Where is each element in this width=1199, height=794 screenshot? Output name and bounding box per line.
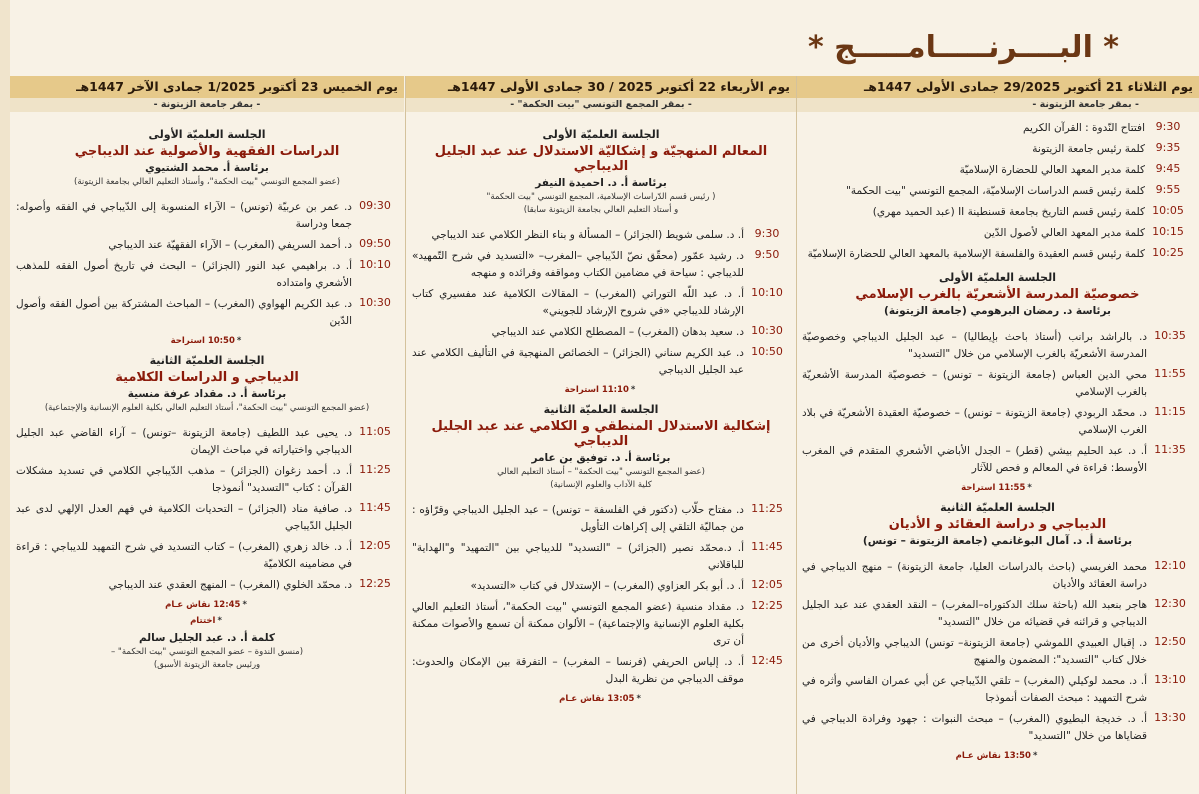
item-text: د. عمر بن عربيّة (تونس) – الآراء المنسوبة إلى الدّيباجي في الفقه وأصوله: جمعا ودراسة — [16, 201, 352, 230]
break-label: *10:50 استراحة — [170, 336, 242, 346]
time-label: 12:25 — [751, 599, 783, 612]
session-chair: برئاسة أ. د. آمال البوغانمي (جامعة الزيتونة – تونس) — [862, 535, 1133, 547]
time-label: 11:25 — [751, 502, 783, 515]
time-label: 12:25 — [359, 577, 391, 590]
time-label: 9:30 — [754, 227, 780, 240]
session-chair: برئاسة أ. د. احميدة النيفر — [535, 177, 667, 189]
closing-speaker: كلمة أ. د. عبد الجليل سالم — [138, 632, 276, 644]
item-text: كلمة مدير المعهد العالي للحضارة الإسلاميّة — [959, 164, 1145, 176]
closing-note: ورئيس جامعة الزيتونة الأسبق) — [153, 660, 261, 670]
time-label: 10:35 — [1154, 329, 1186, 342]
item-text: د. رشيد عمّور (محقّق نصّ الدّيباجي –المغرب– «التسديد في شرح التّمهيد» للديباجي : سياحة في مضامين الكتاب ومواقفه وفرائده و منهجه — [412, 250, 744, 279]
item-text: أ. د. براهيمي عبد النور (الجزائر) – البحث في تاريخ أصول الفقه للمذهب الأشعري وامتداده — [16, 260, 352, 289]
item-text: د. صافية مناد (الجزائر) – التحديات الكلامية في فهم العدل الإلهي لدى عبد الجليل الدّيباجي — [16, 503, 352, 532]
list-item — [802, 204, 1191, 221]
time-label: 09:30 — [359, 199, 391, 212]
list-item — [16, 199, 398, 233]
session-title: الديباجي و الدراسات الكلامية — [115, 370, 299, 385]
time-label: 9:55 — [1155, 183, 1181, 196]
opening-list — [802, 120, 1193, 263]
list-item — [16, 463, 398, 497]
time-label: 11:25 — [359, 463, 391, 476]
session-note: (عضو المجمع التونسي "بيت الحكمة" – أستاذ التعليم العالي — [497, 467, 705, 477]
venue-label: - بمقر المجمع التونسي "بيت الحكمة" - — [406, 98, 796, 112]
session-title: خصوصيّة المدرسة الأشعريّة بالغرب الإسلامي — [855, 287, 1140, 302]
item-text: أ. د. خالد زهري (المغرب) – كتاب التسديد في شرح التمهيد للديباجي : قراءة في مضامينه الكلاميّة — [16, 541, 352, 570]
session-note: كلية الآداب والعلوم الإنسانية) — [550, 480, 652, 490]
list-item — [412, 324, 790, 341]
time-label: 10:50 — [751, 345, 783, 358]
item-text: أ. د. أحمد زغوان (الجزائر) – مذهب الدّيباجي الكلامي في تسديد مشكلات القرآن : كتاب "التسديد" أنموذجا — [16, 465, 352, 494]
item-text: أ. د. أبو بكر العزاوي (المغرب) – الإستدلال في كتاب «التسديد» — [470, 580, 744, 592]
break-label: *11:10 استراحة — [564, 385, 636, 395]
item-text: كلمة رئيس جامعة الزيتونة — [1032, 143, 1145, 155]
list-item — [16, 237, 398, 254]
item-text: د. محمّد الربودي (جامعة الزيتونة – تونس) – خصوصيّة العقيدة الأشعريّة في بلاد الغرب الإسلامي — [802, 407, 1147, 436]
list-item — [802, 329, 1193, 363]
list-item — [802, 559, 1193, 593]
item-text: كلمة مدير المعهد العالي لأصول الدّين — [983, 227, 1145, 239]
list-item — [412, 248, 790, 282]
list-item — [802, 673, 1193, 707]
time-label: 9:30 — [1155, 120, 1181, 133]
item-text: محمد الغريسي (باحث بالدراسات العليا، جامعة الزيتونة) – منهج الديباجي في دراسة العقائد والأديان — [802, 561, 1147, 590]
time-label: 10:05 — [1152, 204, 1184, 217]
item-text: أ. د. عبد اللّه التوراتي (المغرب) – المقالات الكلامية عند مفسيري كتاب الإرشاد للديباجي «في شروح الإرشاد للجويني» — [412, 288, 744, 317]
session-caption: الجلسة العلميّة الثانية — [149, 354, 265, 367]
time-label: 12:05 — [751, 578, 783, 591]
list-item — [412, 599, 790, 650]
list-item — [16, 539, 398, 573]
item-text: أ. د. سلمى شويط (الجزائر) – المسألة و بناء النظر الكلامي عند الديباجي — [431, 229, 744, 241]
item-text: د. إقبال العبيدي اللموشي (جامعة الزيتونة– تونس) الديباجي والأديان أخرى من خلال كتاب "التسديد": المضمون والمنهج — [802, 637, 1147, 666]
time-label: 10:10 — [751, 286, 783, 299]
session-title: إشكالية الاستدلال المنطقي و الكلامي عند عبد الجليل الديباجي — [431, 419, 771, 449]
item-text: د. مقداد منسية (عضو المجمع التونسي "بيت الحكمة"، أستاذ التعليم العالي بكلية العلوم الإنسانية والإجتماعية) – الألوان ممكنة أن تسمع والأصوات ممكنة أن ترى — [412, 601, 744, 647]
list-item — [802, 141, 1191, 158]
session-note: و أستاذ التعليم العالي بجامعة الزيتونة سابقا) — [523, 205, 679, 215]
break-label: *12:45 نقاش عـام — [165, 600, 247, 610]
closing-caption: *اختتام — [190, 616, 222, 626]
list-item — [802, 183, 1191, 200]
item-text: د. بالراشد برانب (أستاذ باحث بإيطاليا) – عبد الجليل الديباجي وخصوصيّة المدرسة الأشعريّة بالغرب الإسلامي من خلال "التسديد" — [802, 331, 1147, 360]
time-label: 11:15 — [1154, 405, 1186, 418]
time-label: 10:15 — [1152, 225, 1184, 238]
item-text: أ. د. خديجة البطيوي (المغرب) – مبحث النبوات : جهود وفرادة الديباجي في قضاياها من خلال "التسديد" — [802, 713, 1147, 742]
list-item — [412, 345, 790, 379]
item-text: د. عبد الكريم الهواوي (المغرب) – المباحث المشتركة بين أصول الفقه وأصول الدّين — [16, 298, 352, 327]
session-caption: الجلسة العلميّة الأولى — [542, 128, 660, 141]
list-item — [802, 246, 1191, 263]
time-label: 12:30 — [1154, 597, 1186, 610]
list-item — [412, 227, 790, 244]
break-label: *13:05 نقاش عـام — [559, 694, 641, 704]
session-title: الدراسات الفقهية والأصولية عند الديباجي — [74, 144, 340, 159]
break-label: *11:55 استراحة — [961, 483, 1032, 493]
item-text: أ. د. إلياس الحريفي (فرنسا – المغرب) – التفرقة بين الإمكان والحدوث: موقف الديباجي من نظرية البدل — [412, 656, 744, 685]
item-text: د. أحمد السريفي (المغرب) – الآراء الفقهيّة عند الديباجي — [108, 239, 352, 251]
break-label: *13:50 نقاش عـام — [955, 751, 1038, 761]
item-text: د. عبد الكريم سناني (الجزائر) – الخصائص المنهجية في التأليف الكلامي عند عبد الجليل الديباجي — [412, 347, 744, 376]
session-caption: الجلسة العلميّة الثانية — [543, 403, 659, 416]
item-text: افتتاح النّدوة : القرآن الكريم — [1023, 122, 1145, 134]
session-title: الديباجي و دراسة العقائد و الأديان — [888, 517, 1107, 532]
time-label: 11:35 — [1154, 443, 1186, 456]
time-label: 11:05 — [359, 425, 391, 438]
list-item — [16, 577, 398, 594]
time-label: 9:35 — [1155, 141, 1181, 154]
list-item — [802, 225, 1191, 242]
session-chair: برئاسة أ. محمد الشتيوي — [145, 162, 269, 174]
list-item — [412, 578, 790, 595]
list-item — [16, 501, 398, 535]
time-label: 9:45 — [1155, 162, 1181, 175]
venue-label: - بمقر جامعة الزيتونة - — [10, 98, 404, 112]
time-label: 11:45 — [751, 540, 783, 553]
item-text: د. سعيد بدهان (المغرب) – المصطلح الكلامي عند الديباجي — [491, 326, 744, 338]
item-text: محي الدين العباس (جامعة الزيتونة – تونس) – خصوصيّة المدرسة الأشعريّة بالغرب الإسلامي — [802, 369, 1147, 398]
list-item — [412, 540, 790, 574]
list-item — [802, 367, 1193, 401]
session-title: المعالم المنهجيّة و إشكاليّة الاستدلال عند عبد الجليل الديباجي — [434, 144, 768, 174]
session-caption: الجلسة العلميّة الأولى — [938, 271, 1057, 284]
item-text: أ. د. عبد الحليم بيشي (قطر) – الجدل الأباضي الأشعري المتقدم في المغرب الأوسط: قراءة في المعالم و فحص للآثار — [802, 445, 1147, 474]
list-item — [16, 258, 398, 292]
time-label: 12:45 — [751, 654, 783, 667]
time-label: 12:50 — [1154, 635, 1186, 648]
item-text: د. محمّد الخلوي (المغرب) – المنهج العقدي عند الديباجي — [108, 579, 352, 591]
list-item — [802, 120, 1191, 137]
list-item — [802, 162, 1191, 179]
left-margin-band — [0, 0, 10, 794]
day-header: يوم الثلاثاء 21 أكتوبر 29/2025 جمادى الأولى 1447هـ — [796, 76, 1199, 98]
list-item — [802, 711, 1193, 745]
list-item — [412, 286, 790, 320]
session-chair: برئاسة أ. د. توفيق بن عامر — [531, 452, 671, 464]
list-item — [802, 597, 1193, 631]
page-title: * البــــرنـــــامـــــج * — [807, 30, 1119, 65]
session-note: (عضو المجمع التونسي "بيت الحكمة"، أستاذ التعليم العالي بكلية العلوم الإنسانية والإجتماعية) — [44, 403, 370, 413]
time-label: 10:30 — [751, 324, 783, 337]
session-caption: الجلسة العلميّة الأولى — [148, 128, 266, 141]
time-label: 13:10 — [1154, 673, 1186, 686]
list-item — [802, 405, 1193, 439]
day-column-wednesday — [405, 76, 797, 794]
session-note: ( رئيس قسم الدّراسات الإسلامية، المجمع التونسي "بيت الحكمة" — [486, 192, 716, 202]
time-label: 09:50 — [359, 237, 391, 250]
list-item — [16, 296, 398, 330]
day-column-tuesday — [796, 76, 1199, 794]
session-note: (عضو المجمع التونسي "بيت الحكمة"، وأستاذ التعليم العالي بجامعة الزيتونة) — [74, 177, 340, 187]
item-text: أ. د.محمّد نصير (الجزائر) – "التسديد" للديباجي بين "التمهيد" و"الهداية" للباقلاني — [412, 542, 744, 571]
time-label: 12:05 — [359, 539, 391, 552]
time-label: 9:50 — [754, 248, 780, 261]
item-text: هاجر بنعبد الله (باحثة سلك الدكتوراه–المغرب) – النقد العقدي عند عبد الجليل الديباجي و قرائنه في قضيائه من خلال "التسديد" — [802, 599, 1147, 628]
time-label: 12:10 — [1154, 559, 1186, 572]
time-label: 13:30 — [1154, 711, 1186, 724]
day-header: يوم الخميس 23 أكتوبر 1/2025 جمادى الآخر 1447هـ — [10, 76, 404, 98]
session-chair: برئاسة أ. د. مقداد عرفة منسية — [127, 388, 287, 400]
time-label: 10:30 — [359, 296, 391, 309]
day-column-thursday — [10, 76, 404, 794]
time-label: 10:25 — [1152, 246, 1184, 259]
list-item — [412, 654, 790, 688]
list-item — [16, 425, 398, 459]
item-text: كلمة رئيس قسم العقيدة والفلسفة الإسلامية بالمعهد العالي للحضارة الإسلاميّة — [807, 248, 1145, 260]
time-label: 11:55 — [1154, 367, 1186, 380]
list-item — [412, 502, 790, 536]
list-item — [802, 635, 1193, 669]
item-text: أ. د. محمد لوكيلي (المغرب) – تلقي الدّيباجي عن أبي عمران الفاسي وأثره في شرح التمهيد : مبحث الصفات أنموذجا — [802, 675, 1147, 704]
item-text: كلمة رئيس قسم التاريخ بجامعة قسنطينة II (عبد الحميد مهري) — [872, 206, 1145, 218]
session-chair: برئاسة د. رمضان البرهومي (جامعة الزيتونة) — [884, 305, 1111, 317]
time-label: 10:10 — [359, 258, 391, 271]
venue-label: - بمقر جامعة الزيتونة - — [796, 98, 1199, 112]
item-text: كلمة رئيس قسم الدراسات الإسلاميّة، المجمع التونسي "بيت الحكمة" — [846, 185, 1145, 197]
day-header: يوم الأربعاء 22 أكتوبر 2025 / 30 جمادى الأولى 1447هـ — [406, 76, 796, 98]
item-text: د. يحيى عبد اللطيف (جامعة الزيتونة –تونس) – آراء القاضي عبد الجليل الديباجي واختياراته في مباحث الإيمان — [16, 427, 352, 456]
item-text: د. مفتاح حلّاب (دكتور في الفلسفة – تونس) – عبد الجليل الديباجي وقرّاؤه : من جماليّة التلقي إلى إكراهات التأويل — [412, 504, 744, 533]
closing-note: (منسق الندوة – عضو المجمع التونسي "بيت الحكمة" – — [110, 647, 304, 657]
time-label: 11:45 — [359, 501, 391, 514]
session-caption: الجلسة العلميّة الثانية — [940, 501, 1055, 514]
list-item — [802, 443, 1193, 477]
